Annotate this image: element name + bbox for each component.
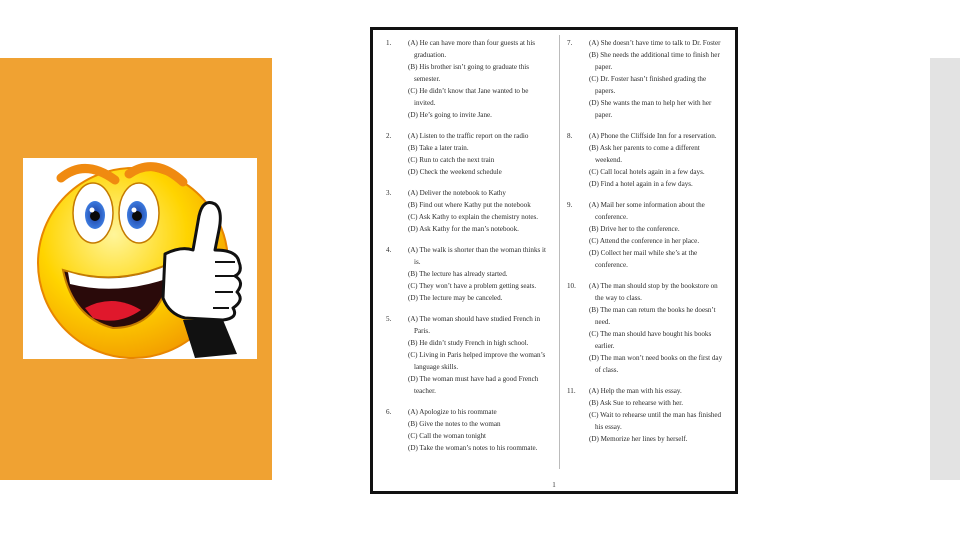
- answer-option: paper.: [595, 63, 613, 71]
- question-item: [386, 313, 558, 397]
- answer-option: (B) Give the notes to the woman: [408, 420, 501, 428]
- answer-option: (B) Find out where Kathy put the notebook: [408, 201, 531, 209]
- question-number: 1.: [386, 39, 392, 47]
- question-number: 8.: [567, 132, 573, 140]
- answer-option: (B) Drive her to the conference.: [589, 225, 680, 233]
- question-number: 4.: [386, 246, 392, 254]
- answer-option: (A) Help the man with his essay.: [589, 387, 682, 395]
- answer-option: teacher.: [414, 387, 436, 395]
- answer-option: (C) Dr. Foster hasn’t finished grading the: [589, 75, 707, 83]
- thumbs-up-smiley-image: [23, 158, 257, 359]
- answer-option: of class.: [595, 366, 619, 374]
- answer-option: (C) Call the woman tonight: [408, 432, 487, 440]
- answer-option: (A) She doesn’t have time to talk to Dr. Foster: [589, 39, 721, 47]
- answer-option: conference.: [595, 213, 628, 221]
- right-question-column: [567, 37, 735, 454]
- question-number: 10.: [567, 282, 576, 290]
- answer-option: (A) Phone the Cliffside Inn for a reservation.: [589, 132, 717, 140]
- answer-option: (D) Memorize her lines by herself.: [589, 435, 688, 443]
- answer-option: (D) Ask Kathy for the man’s notebook.: [408, 225, 519, 233]
- answer-option: earlier.: [595, 342, 615, 350]
- question-item: [386, 37, 558, 121]
- question-number: 5.: [386, 315, 392, 323]
- answer-option: (A) The man should stop by the bookstore on: [589, 282, 718, 290]
- exam-document-page: [370, 27, 738, 494]
- answer-option: (B) Ask Sue to rehearse with her.: [589, 399, 683, 407]
- question-number: 3.: [386, 189, 392, 197]
- answer-option: is.: [414, 258, 421, 266]
- answer-option: (D) The woman must have had a good French: [408, 375, 539, 383]
- answer-option: (B) He didn’t study French in high school.: [408, 339, 529, 347]
- answer-option: (C) Ask Kathy to explain the chemistry notes.: [408, 213, 539, 221]
- answer-option: (B) The lecture has already started.: [408, 270, 508, 278]
- question-item: [567, 280, 735, 376]
- answer-option: (A) Deliver the notebook to Kathy: [408, 189, 506, 197]
- answer-option: (A) The woman should have studied French in: [408, 315, 541, 323]
- answer-option: (C) Wait to rehearse until the man has finished: [589, 411, 722, 419]
- answer-option: (C) He didn’t know that Jane wanted to be: [408, 87, 529, 95]
- question-item: [567, 385, 735, 445]
- answer-option: (D) Take the woman’s notes to his roommate.: [408, 444, 538, 452]
- question-item: [386, 406, 558, 454]
- answer-option: (C) The man should have bought his books: [589, 330, 712, 338]
- answer-option: (D) Check the weekend schedule: [408, 168, 502, 176]
- answer-option: (A) He can have more than four guests at his: [408, 39, 536, 47]
- answer-option: his essay.: [595, 423, 622, 431]
- answer-option: (C) Run to catch the next train: [408, 156, 495, 164]
- answer-option: (D) Find a hotel again in a few days.: [589, 180, 693, 188]
- question-item: [386, 244, 558, 304]
- question-item: [386, 187, 558, 235]
- answer-option: the way to class.: [595, 294, 642, 302]
- question-number: 6.: [386, 408, 392, 416]
- answer-option: (A) Apologize to his roommate: [408, 408, 497, 416]
- answer-option: paper.: [595, 111, 613, 119]
- answer-option: (C) Living in Paris helped improve the woman’s: [408, 351, 546, 359]
- answer-option: (B) His brother isn’t going to graduate this: [408, 63, 530, 71]
- smiley-thumbs-up-icon: [23, 158, 257, 359]
- answer-option: (B) She needs the additional time to finish her: [589, 51, 720, 59]
- answer-option: semester.: [414, 75, 441, 83]
- answer-option: (C) Call local hotels again in a few days.: [589, 168, 705, 176]
- answer-option: (D) She wants the man to help her with her: [589, 99, 712, 107]
- answer-option: (D) The man won’t need books on the first day: [589, 354, 723, 362]
- page-number: 1: [552, 481, 556, 489]
- answer-option: (C) Attend the conference in her place.: [589, 237, 700, 245]
- question-item: [386, 130, 558, 178]
- answer-option: (A) Mail her some information about the: [589, 201, 705, 209]
- answer-option: (B) Ask her parents to come a different: [589, 144, 700, 152]
- answer-option: (D) He’s going to invite Jane.: [408, 111, 492, 119]
- answer-option: language skills.: [414, 363, 459, 371]
- column-divider: [559, 35, 560, 469]
- answer-option: invited.: [414, 99, 436, 107]
- answer-option: (A) The walk is shorter than the woman thinks it: [408, 246, 546, 254]
- answer-option: need.: [595, 318, 611, 326]
- answer-option: weekend.: [595, 156, 622, 164]
- answer-option: conference.: [595, 261, 628, 269]
- question-item: [567, 199, 735, 271]
- question-number: 11.: [567, 387, 576, 395]
- question-number: 9.: [567, 201, 573, 209]
- question-number: 2.: [386, 132, 392, 140]
- answer-option: (B) The man can return the books he doesn’t: [589, 306, 716, 314]
- answer-option: graduation.: [414, 51, 447, 59]
- left-question-column: [386, 37, 558, 463]
- question-number: 7.: [567, 39, 573, 47]
- answer-option: Paris.: [414, 327, 430, 335]
- gray-side-strip: [930, 58, 960, 480]
- answer-option: (D) Collect her mail while she’s at the: [589, 249, 698, 257]
- question-item: [567, 130, 735, 190]
- answer-option: (A) Listen to the traffic report on the radio: [408, 132, 529, 140]
- answer-option: (D) The lecture may be canceled.: [408, 294, 503, 302]
- answer-option: (B) Take a later train.: [408, 144, 469, 152]
- question-item: [567, 37, 735, 121]
- answer-option: (C) They won’t have a problem getting seats.: [408, 282, 537, 290]
- answer-option: papers.: [595, 87, 616, 95]
